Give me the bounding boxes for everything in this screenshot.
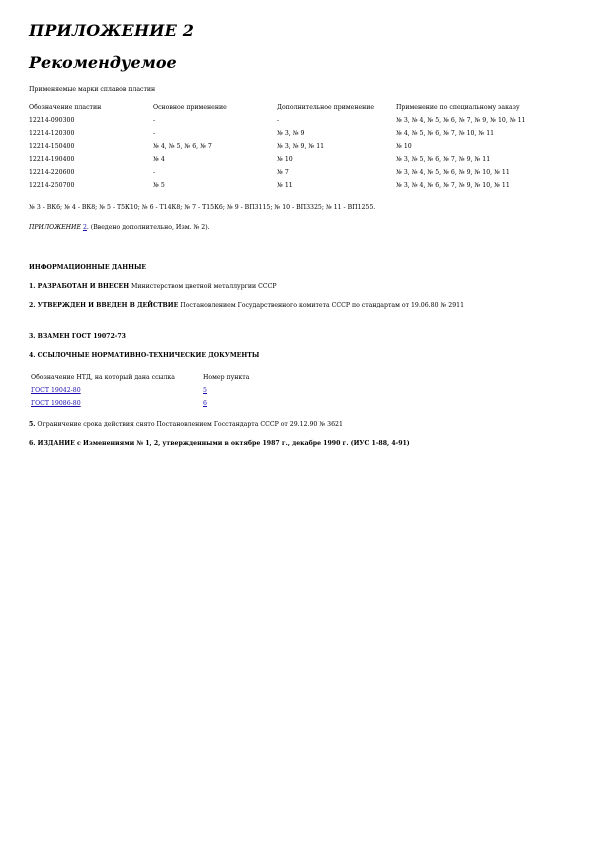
table-cell: № 3, № 4, № 6, № 7, № 9, № 10, № 11 <box>396 182 510 189</box>
table-header-cell: Номер пункта <box>203 374 250 381</box>
info-item-text: Постановлением Государственного комитета СССР по стандартам от 19.06.80 № 2911 <box>178 302 465 309</box>
info-item-references <box>29 352 559 360</box>
info-item-label: 5. <box>29 421 36 428</box>
table-cell: - <box>153 130 156 137</box>
appendix-link[interactable]: 2 <box>82 224 87 231</box>
table-header-cell: Дополнительное применение <box>277 104 375 111</box>
table-cell: № 3, № 9, № 11 <box>277 143 325 150</box>
page-subtitle: Рекомендуемое <box>29 53 177 72</box>
table-cell: № 3, № 9 <box>277 130 305 137</box>
table-cell: 12214-190400 <box>29 156 75 163</box>
table-header-cell: Применение по специальному заказу <box>396 104 520 111</box>
info-item-developed <box>29 283 559 291</box>
table-cell <box>31 387 203 400</box>
table-cell: - <box>153 169 156 176</box>
table-row <box>29 143 566 156</box>
table-cell: 12214-150400 <box>29 143 75 150</box>
info-item-label: 3. ВЗАМЕН ГОСТ 19072-73 <box>29 333 126 340</box>
page-title: ПРИЛОЖЕНИЕ 2 <box>29 21 195 40</box>
table-cell: 12214-120300 <box>29 130 75 137</box>
table-cell: № 11 <box>277 182 293 189</box>
appendix-note-text: . (Введено дополнительно, Изм. № 2). <box>86 224 210 231</box>
table-row <box>29 182 566 195</box>
table-cell: 12214-220600 <box>29 169 75 176</box>
info-item-text: Ограничение срока действия снято Постановлением Госстандарта СССР от 29.12.90 № 3621 <box>35 421 343 428</box>
info-item-validity <box>29 421 559 429</box>
table-cell: № 4, № 5, № 6, № 7, № 10, № 11 <box>396 130 495 137</box>
info-section-title: ИНФОРМАЦИОННЫЕ ДАННЫЕ <box>29 264 147 271</box>
marks-table-caption: Применяемые марки сплавов пластин <box>29 86 156 93</box>
gost-link[interactable]: ГОСТ 19086-80 <box>31 400 81 407</box>
table-cell: 12214-250700 <box>29 182 75 189</box>
alloy-legend: № 3 - ВК6; № 4 - ВК8; № 5 - Т5К10; № 6 - Т14К8; № 7 - Т15К6; № 9 - ВП3115; № 10 - ВП3325; № 11 - ВП1255. <box>29 204 376 211</box>
table-row <box>29 130 566 143</box>
table-header-cell: Обозначение НТД, на который дана ссылка <box>31 374 175 381</box>
table-row <box>31 400 283 413</box>
table-cell <box>31 400 203 413</box>
table-cell: № 7 <box>277 169 289 176</box>
table-cell: № 4, № 5, № 6, № 7 <box>153 143 212 150</box>
appendix-note <box>29 224 210 232</box>
info-item-label: 4. ССЫЛОЧНЫЕ НОРМАТИВНО-ТЕХНИЧЕСКИЕ ДОКУМЕНТЫ <box>29 352 260 359</box>
table-cell: № 3, № 5, № 6, № 7, № 9, № 11 <box>396 156 491 163</box>
gost-link[interactable]: ГОСТ 19042-80 <box>31 387 81 394</box>
table-cell: № 4 <box>153 156 165 163</box>
clause-link[interactable]: 5 <box>203 387 207 394</box>
table-cell: 12214-090300 <box>29 117 75 124</box>
table-cell: № 3, № 4, № 5, № 6, № 9, № 10, № 11 <box>396 169 510 176</box>
table-row <box>29 117 566 130</box>
table-cell <box>203 400 283 413</box>
table-cell: - <box>277 117 280 124</box>
table-header-cell: Основное применение <box>153 104 227 111</box>
clause-link[interactable]: 6 <box>203 400 207 407</box>
info-item-edition <box>29 440 559 448</box>
info-item-label: 1. РАЗРАБОТАН И ВНЕСЕН <box>29 283 130 290</box>
table-cell: № 10 <box>396 143 412 150</box>
info-item-label: 6. ИЗДАНИЕ с Изменениями № 1, 2, утвержденными в октябре 1987 г., декабре 1990 г. (ИУС 1-88, 4-91) <box>29 440 410 447</box>
table-row <box>29 169 566 182</box>
table-cell: № 3, № 4, № 5, № 6, № 7, № 9, № 10, № 11 <box>396 117 526 124</box>
info-item-replaces <box>29 333 559 341</box>
info-item-text: Министерством цветной металлургии СССР <box>129 283 277 290</box>
table-cell: - <box>153 117 156 124</box>
table-row <box>31 387 283 400</box>
table-row <box>29 156 566 169</box>
info-item-approved <box>29 302 559 310</box>
appendix-label: ПРИЛОЖЕНИЕ <box>29 224 81 231</box>
table-cell: № 5 <box>153 182 165 189</box>
table-header-cell: Обозначение пластин <box>29 104 102 111</box>
references-table <box>31 374 283 413</box>
table-header-row <box>31 374 283 387</box>
info-item-label: 2. УТВЕРЖДЕН И ВВЕДЕН В ДЕЙСТВИЕ <box>29 302 179 309</box>
table-cell: № 10 <box>277 156 293 163</box>
table-header-row <box>29 104 566 117</box>
marks-table <box>29 104 566 195</box>
table-cell <box>203 387 283 400</box>
